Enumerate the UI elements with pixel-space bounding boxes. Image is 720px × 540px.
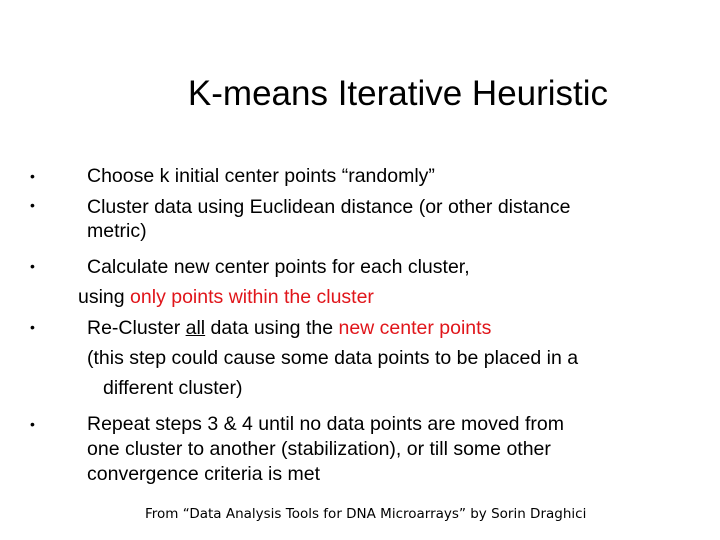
bullet-text-line: one cluster to another (stabilization), or till some other	[87, 438, 551, 460]
bullet-text-line: Cluster data using Euclidean distance (or other distance	[87, 196, 571, 218]
bullet-text-line	[87, 316, 491, 340]
text-span: Re-Cluster	[87, 317, 186, 339]
slide-title: K-means Iterative Heuristic	[187, 74, 609, 113]
bullet-text-line: Calculate new center points for each cluster,	[87, 256, 470, 278]
bullet-marker: •	[30, 319, 35, 335]
bullet-marker: •	[30, 416, 35, 432]
bullet-text-line: different cluster)	[103, 377, 243, 399]
source-citation: From “Data Analysis Tools for DNA Microarrays” by Sorin Draghici	[145, 506, 587, 522]
bullet-text-line	[78, 285, 374, 309]
bullet-text-line: convergence criteria is met	[87, 463, 321, 485]
bullet-marker: •	[30, 168, 35, 184]
bullet-marker: •	[30, 258, 35, 274]
bullet-text-line: Choose k initial center points “randomly”	[87, 165, 435, 187]
underlined-text: all	[185, 317, 206, 339]
bullet-text-line: (this step could cause some data points to be placed in a	[87, 347, 579, 369]
highlighted-text: new center points	[338, 317, 492, 339]
bullet-text-line: Repeat steps 3 & 4 until no data points are moved from	[87, 413, 564, 435]
bullet-marker: •	[30, 197, 35, 213]
bullet-text-line: metric)	[87, 220, 147, 242]
text-span: using	[78, 286, 131, 308]
highlighted-text: only points within the cluster	[130, 286, 374, 308]
text-span: data using the	[205, 317, 339, 339]
